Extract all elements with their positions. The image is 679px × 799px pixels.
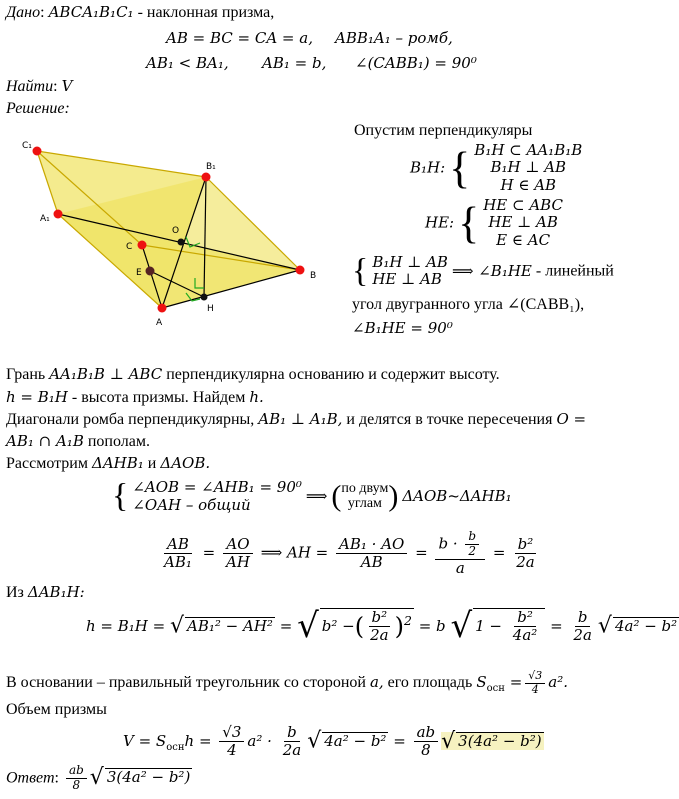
- prop-f5-den: 2a: [516, 552, 535, 571]
- para-2: [6, 389, 264, 407]
- sim-paren-right: ): [388, 479, 399, 513]
- height-rad3-num: b²: [514, 609, 536, 627]
- height-res-rad: 4a² − b²: [614, 616, 678, 635]
- given-sides: AB = BC = CA = a,: [166, 29, 313, 47]
- given-rhombus: ABB₁A₁ – ромб,: [335, 29, 453, 47]
- prop-f1-den: AB₁: [164, 552, 192, 571]
- given-ab1: AB₁ = b,: [262, 54, 327, 72]
- prop-eq-1: =: [202, 543, 216, 562]
- given-dihedral: ∠(CABB₁) = 90⁰: [355, 54, 477, 72]
- sys-row-2: HE ⊥ AB: [372, 270, 442, 289]
- right-intro: Опустим перпендикуляры: [354, 122, 533, 139]
- para-3-c: O =: [556, 410, 587, 428]
- para-5-math2: ΔAOB.: [160, 454, 211, 472]
- height-rad2-a: b² −: [321, 616, 355, 635]
- b1h-label: B₁H:: [410, 158, 446, 177]
- height-res-num: b: [575, 609, 591, 627]
- height-formula: [86, 608, 679, 645]
- para-2-math: h = B₁H: [6, 388, 68, 406]
- answer-line: Ответ: $\frac{ab}{8}$ √ 3(4a² − b²): [6, 763, 191, 792]
- prop-f5-num: b²: [515, 536, 537, 554]
- prop-f3-num: AB₁ · AO: [336, 536, 407, 554]
- b1h-row-1: B₁H ⊂ AA₁B₁B: [474, 141, 583, 159]
- volume-f3-den: 8: [421, 741, 431, 760]
- base-area-line: [6, 670, 568, 696]
- para-3: [6, 411, 586, 429]
- para-3-a: Диагонали ромба перпендикулярны,: [6, 411, 255, 428]
- point-a: [158, 304, 167, 313]
- sys-row-1: B₁H ⊥ AB: [372, 253, 448, 271]
- prop-eq-2: =: [415, 543, 428, 562]
- proportion-line: [158, 530, 541, 577]
- from-triangle-math: ΔAB₁H:: [27, 583, 85, 601]
- height-eq-3: =: [550, 616, 563, 635]
- right-line-3: ∠B₁HE = 90⁰: [352, 319, 453, 337]
- volume-f2-den: 2a: [282, 741, 302, 760]
- sys-result: ⟹ ∠B₁HE: [451, 262, 532, 280]
- he-system: [425, 197, 563, 249]
- point-b: [296, 266, 305, 275]
- label-b: B: [310, 271, 317, 281]
- volume-formula: [123, 724, 544, 760]
- from-triangle-line: [6, 584, 85, 602]
- sim-row-1: ∠AOB = ∠AHB₁ = 90⁰: [132, 478, 302, 496]
- para-1-math: AA₁B₁B ⊥ ABC: [49, 365, 163, 383]
- height-eq-1: =: [279, 616, 293, 635]
- prop-f2-num: AO: [223, 536, 252, 554]
- prop-f4-num-b: b: [465, 530, 479, 545]
- para-5-a: Рассмотрим: [6, 455, 88, 472]
- find-line: Найти: V: [6, 77, 73, 95]
- sqrt-7: √: [89, 765, 104, 791]
- prism-figure: [0, 125, 345, 350]
- sys-text: - линейный: [535, 262, 614, 280]
- prism-drawing: [0, 125, 345, 350]
- answer-label: Ответ: [6, 769, 55, 787]
- answer-rad: 3(4a² − b²): [106, 768, 191, 787]
- given-prism-text: - наклонная призма,: [137, 4, 275, 21]
- volume-sub: осн: [166, 741, 185, 753]
- height-rad2-num: b²: [369, 609, 391, 627]
- answer-den: 8: [72, 777, 81, 792]
- prop-f4-num-c: 2: [468, 543, 477, 558]
- sim-paren-left: (: [331, 479, 342, 513]
- para-2-end: h.: [249, 388, 264, 406]
- volume-lhs: V = S: [123, 731, 167, 750]
- height-rad2-paren-left: (: [354, 612, 365, 641]
- given-label: Дано: [6, 4, 41, 21]
- b1h-system: [410, 142, 582, 194]
- b1h-row-2: B₁H ⊥ AB: [490, 158, 567, 177]
- solution-label: Решение:: [6, 100, 70, 117]
- label-c1: C₁: [22, 141, 32, 151]
- sim-row-2: ∠OAH – общий: [132, 496, 251, 514]
- para-1: [6, 366, 500, 384]
- height-rad2-paren-right: ): [394, 612, 404, 641]
- point-c1: [33, 147, 42, 156]
- para-2-text: - высота призмы. Найдем: [67, 389, 246, 406]
- prop-f4-den: a: [455, 558, 465, 577]
- sqrt-1: √: [170, 613, 185, 639]
- height-rad3-den: 4a²: [512, 626, 538, 645]
- height-rad2-pow: 2: [403, 612, 412, 628]
- he-label: HE:: [425, 213, 455, 232]
- para-4: [6, 433, 150, 451]
- he-brace: {: [458, 198, 480, 248]
- prop-implies: ⟹ AH =: [260, 543, 329, 562]
- given-inequality: AB₁ < BA₁,: [146, 54, 229, 72]
- label-b1: B₁: [206, 162, 216, 172]
- sim-implies: ⟹: [305, 486, 328, 505]
- para-4-math: AB₁ ∩ A₁B: [6, 432, 84, 450]
- base-var: a,: [369, 673, 384, 692]
- find-label: Найти: [6, 78, 54, 95]
- point-b1: [202, 173, 211, 182]
- given-line-1: Дано: ABCA₁B₁C₁ - наклонная призма,: [6, 3, 275, 21]
- volume-label: Объем призмы: [6, 701, 107, 718]
- sys-brace: {: [352, 252, 369, 290]
- height-rad3-a: 1 −: [475, 616, 502, 635]
- base-sub: осн: [486, 683, 505, 695]
- sqrt-4: √: [597, 613, 612, 639]
- from-triangle-label: Из: [6, 584, 24, 601]
- prop-f3-den: AB: [360, 552, 383, 571]
- similarity-line: [112, 478, 512, 514]
- para-5-math1: ΔAHB₁: [92, 454, 144, 472]
- prop-eq-3: =: [492, 543, 506, 562]
- right-line-2: угол двугранного угла ∠(CABB₁),: [352, 296, 585, 313]
- height-res-den: 2a: [573, 626, 592, 645]
- base-text: В основании – правильный треугольник со стороной: [6, 674, 366, 692]
- volume-f2-num: b: [284, 724, 300, 742]
- answer-num: ab: [66, 764, 87, 779]
- point-h: [201, 294, 208, 301]
- sim-result: ΔAOB~ΔAHB₁: [402, 486, 512, 505]
- label-a: A: [156, 318, 163, 328]
- label-h: H: [207, 304, 214, 314]
- prop-f2-den: AH: [226, 552, 250, 571]
- b1h-row-3: H ∈ AB: [500, 175, 557, 194]
- sqrt-5: √: [307, 728, 322, 754]
- volume-mid: a² ·: [247, 731, 272, 750]
- para-5: [6, 455, 210, 473]
- height-eq-2: = b: [418, 616, 446, 635]
- para-1-a: Грань: [6, 366, 46, 383]
- volume-f1-den: 4: [227, 741, 237, 760]
- b1h-brace: {: [449, 143, 471, 193]
- para-4-text: пополам.: [87, 433, 150, 450]
- point-a1: [54, 210, 63, 219]
- volume-f1-num: √3: [219, 724, 244, 742]
- prop-f1-num: AB: [164, 536, 192, 554]
- sim-cond-top: по двум: [341, 480, 389, 496]
- label-a1: A₁: [40, 214, 50, 224]
- he-row-3: E ∈ AC: [496, 230, 551, 249]
- volume-f3-num: ab: [414, 724, 439, 742]
- he-row-1: HE ⊂ ABC: [483, 196, 563, 214]
- height-lhs: h = B₁H =: [86, 616, 166, 635]
- volume-rad: 4a² − b²: [324, 731, 387, 750]
- base-text2: его площадь: [387, 674, 473, 692]
- label-o: O: [172, 226, 180, 236]
- prop-f4-num-a: b ·: [438, 534, 458, 553]
- sim-cond-bottom: углам: [347, 496, 382, 511]
- point-e: [146, 267, 155, 276]
- para-1-b: перпендикулярна основанию и содержит высоту.: [166, 366, 500, 383]
- point-c: [138, 241, 147, 250]
- linear-angle-line: [352, 254, 614, 289]
- base-den: 4: [531, 682, 539, 696]
- para-3-math: AB₁ ⊥ A₁B,: [258, 410, 343, 428]
- base-num: √3: [525, 670, 545, 684]
- find-value: V: [61, 77, 73, 95]
- volume-res-rad: 3(4a² − b²): [458, 731, 542, 750]
- label-e: E: [136, 268, 142, 278]
- sqrt-6: √: [441, 728, 456, 754]
- volume-h: h =: [184, 731, 212, 750]
- base-tail: a².: [548, 673, 569, 692]
- point-o: [178, 239, 185, 246]
- sqrt-2: √: [297, 606, 319, 647]
- label-c: C: [126, 242, 133, 252]
- he-row-2: HE ⊥ AB: [488, 213, 558, 232]
- sim-brace: {: [112, 477, 129, 515]
- height-rad2-den: 2a: [370, 626, 389, 645]
- height-rad1: AB₁² − AH²: [187, 616, 273, 635]
- para-3-b: и делятся в точке пересечения: [346, 411, 553, 428]
- given-prism: ABCA₁B₁C₁: [48, 3, 134, 21]
- volume-eq: =: [393, 731, 406, 750]
- base-s: S: [476, 673, 487, 692]
- sqrt-3: √: [450, 606, 473, 647]
- base-eq: =: [509, 673, 523, 692]
- para-5-and: и: [147, 455, 157, 472]
